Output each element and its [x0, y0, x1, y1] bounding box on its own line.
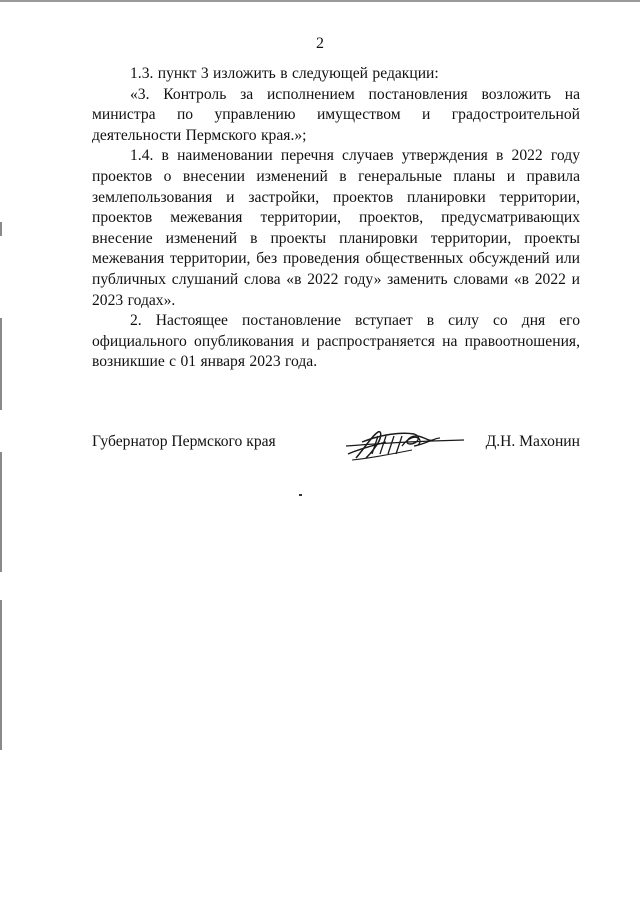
document-body — [92, 64, 580, 373]
stray-mark — [299, 494, 302, 496]
scan-edge-mark — [0, 600, 2, 750]
paragraph-quote-3: «3. Контроль за исполнением постановления возложить на министра по управлению имуществом и градостроительной деятельности Пермского края.»; — [92, 85, 580, 144]
scan-edge-mark — [0, 452, 2, 572]
handwritten-signature-icon — [342, 424, 466, 464]
signer-name: Д.Н. Махонин — [485, 433, 580, 450]
page-number: 2 — [316, 35, 324, 52]
signature-block — [92, 430, 580, 470]
paragraph-1-3: 1.3. пункт 3 изложить в следующей редакции: — [130, 65, 439, 82]
signer-position: Губернатор Пермского края — [92, 433, 276, 450]
scan-edge-mark — [0, 318, 2, 410]
scan-top-border — [0, 0, 640, 2]
scan-edge-mark — [0, 222, 2, 236]
paragraph-1-4: 1.4. в наименовании перечня случаев утверждения в 2022 году проектов о внесении изменений в генеральные планы и правила землепользования и застройки, проектов планировки территории, проектов межевания территории, проектов, предусматривающих внесение изменений в проекты планировки территории, проекты межевания территории, без проведения общественных обсуждений или публичных слушаний слова «в 2022 году» заменить словами «в 2022 и 2023 годах». — [92, 147, 580, 309]
paragraph-2: 2. Настоящее постановление вступает в силу со дня его официального опубликования и распространяется на правоотношения, возникшие с 01 января 2023 года. — [92, 312, 580, 371]
